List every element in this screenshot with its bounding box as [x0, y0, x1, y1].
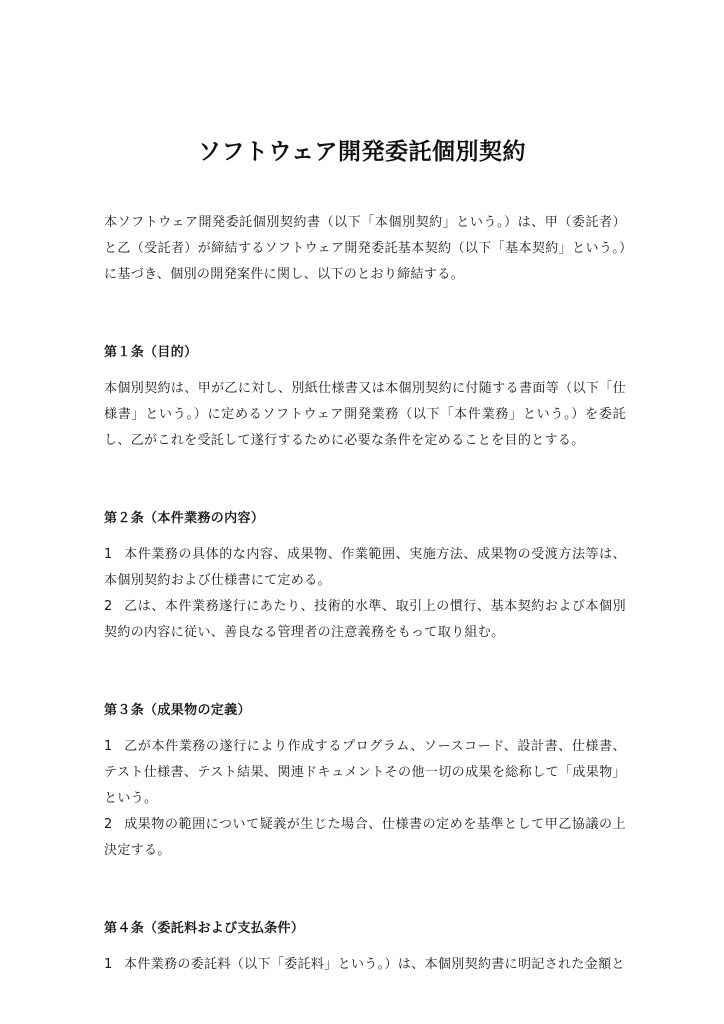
article-3	[104, 698, 626, 864]
clause	[104, 594, 626, 646]
article-2	[104, 506, 626, 646]
clause-text: 本個別契約は、甲が乙に対し、別紙仕様書又は本個別契約に付随する書面等（以下「仕様書」という。）に定めるソフトウェア開発業務（以下「本件業務」という。）を委託し、乙がこれを受託して遂行するために必要な条件を定めることを目的とする。	[104, 381, 626, 448]
intro-paragraph: 本ソフトウェア開発委託個別契約書（以下「本個別契約」という。）は、甲（委託者）と乙（受託者）が締結するソフトウェア開発委託基本契約（以下「基本契約」という。）に基づき、個別の開発案件に関し、以下のとおり締結する。	[104, 215, 626, 282]
article-1	[104, 340, 626, 454]
clause-number: 2	[104, 817, 113, 832]
clause-text: 乙は、本件業務遂行にあたり、技術的水準、取引上の慣行、基本契約および本個別契約の内容に従い、善良なる管理者の注意義務をもって取り組む。	[104, 599, 626, 640]
document-title: ソフトウェア開発委託個別契約	[197, 139, 527, 165]
article-body	[104, 952, 626, 978]
clause	[104, 952, 626, 978]
clause	[104, 734, 626, 812]
clause-number: 2	[104, 599, 113, 614]
clause-text: 乙が本件業務の遂行により作成するプログラム、ソースコード、設計書、仕様書、テスト仕様書、テスト結果、関連ドキュメントその他一切の成果を総称して「成果物」という。	[104, 739, 626, 806]
clause-text: 成果物の範囲について疑義が生じた場合、仕様書の定めを基準として甲乙協議の上決定する。	[104, 817, 626, 858]
clause-number: 1	[104, 957, 113, 972]
clause-number: 1	[104, 547, 113, 562]
article-heading: 第２条（本件業務の内容）	[104, 511, 265, 526]
article-heading: 第１条（目的）	[104, 345, 198, 360]
clause-text: 本件業務の委託料（以下「委託料」という。）は、本個別契約書に明記された金額と	[124, 957, 625, 972]
document-body	[104, 210, 626, 978]
article-4	[104, 916, 626, 978]
clause-text: 本件業務の具体的な内容、成果物、作業範囲、実施方法、成果物の受渡方法等は、本個別契約および仕様書にて定める。	[104, 547, 626, 588]
clause	[104, 542, 626, 594]
article-body	[104, 734, 626, 864]
article-body	[104, 376, 626, 454]
article-heading: 第３条（成果物の定義）	[104, 703, 251, 718]
article-heading: 第４条（委託料および支払条件）	[104, 921, 305, 936]
clause-number: 1	[104, 739, 113, 754]
article-body	[104, 542, 626, 646]
clause	[104, 812, 626, 864]
